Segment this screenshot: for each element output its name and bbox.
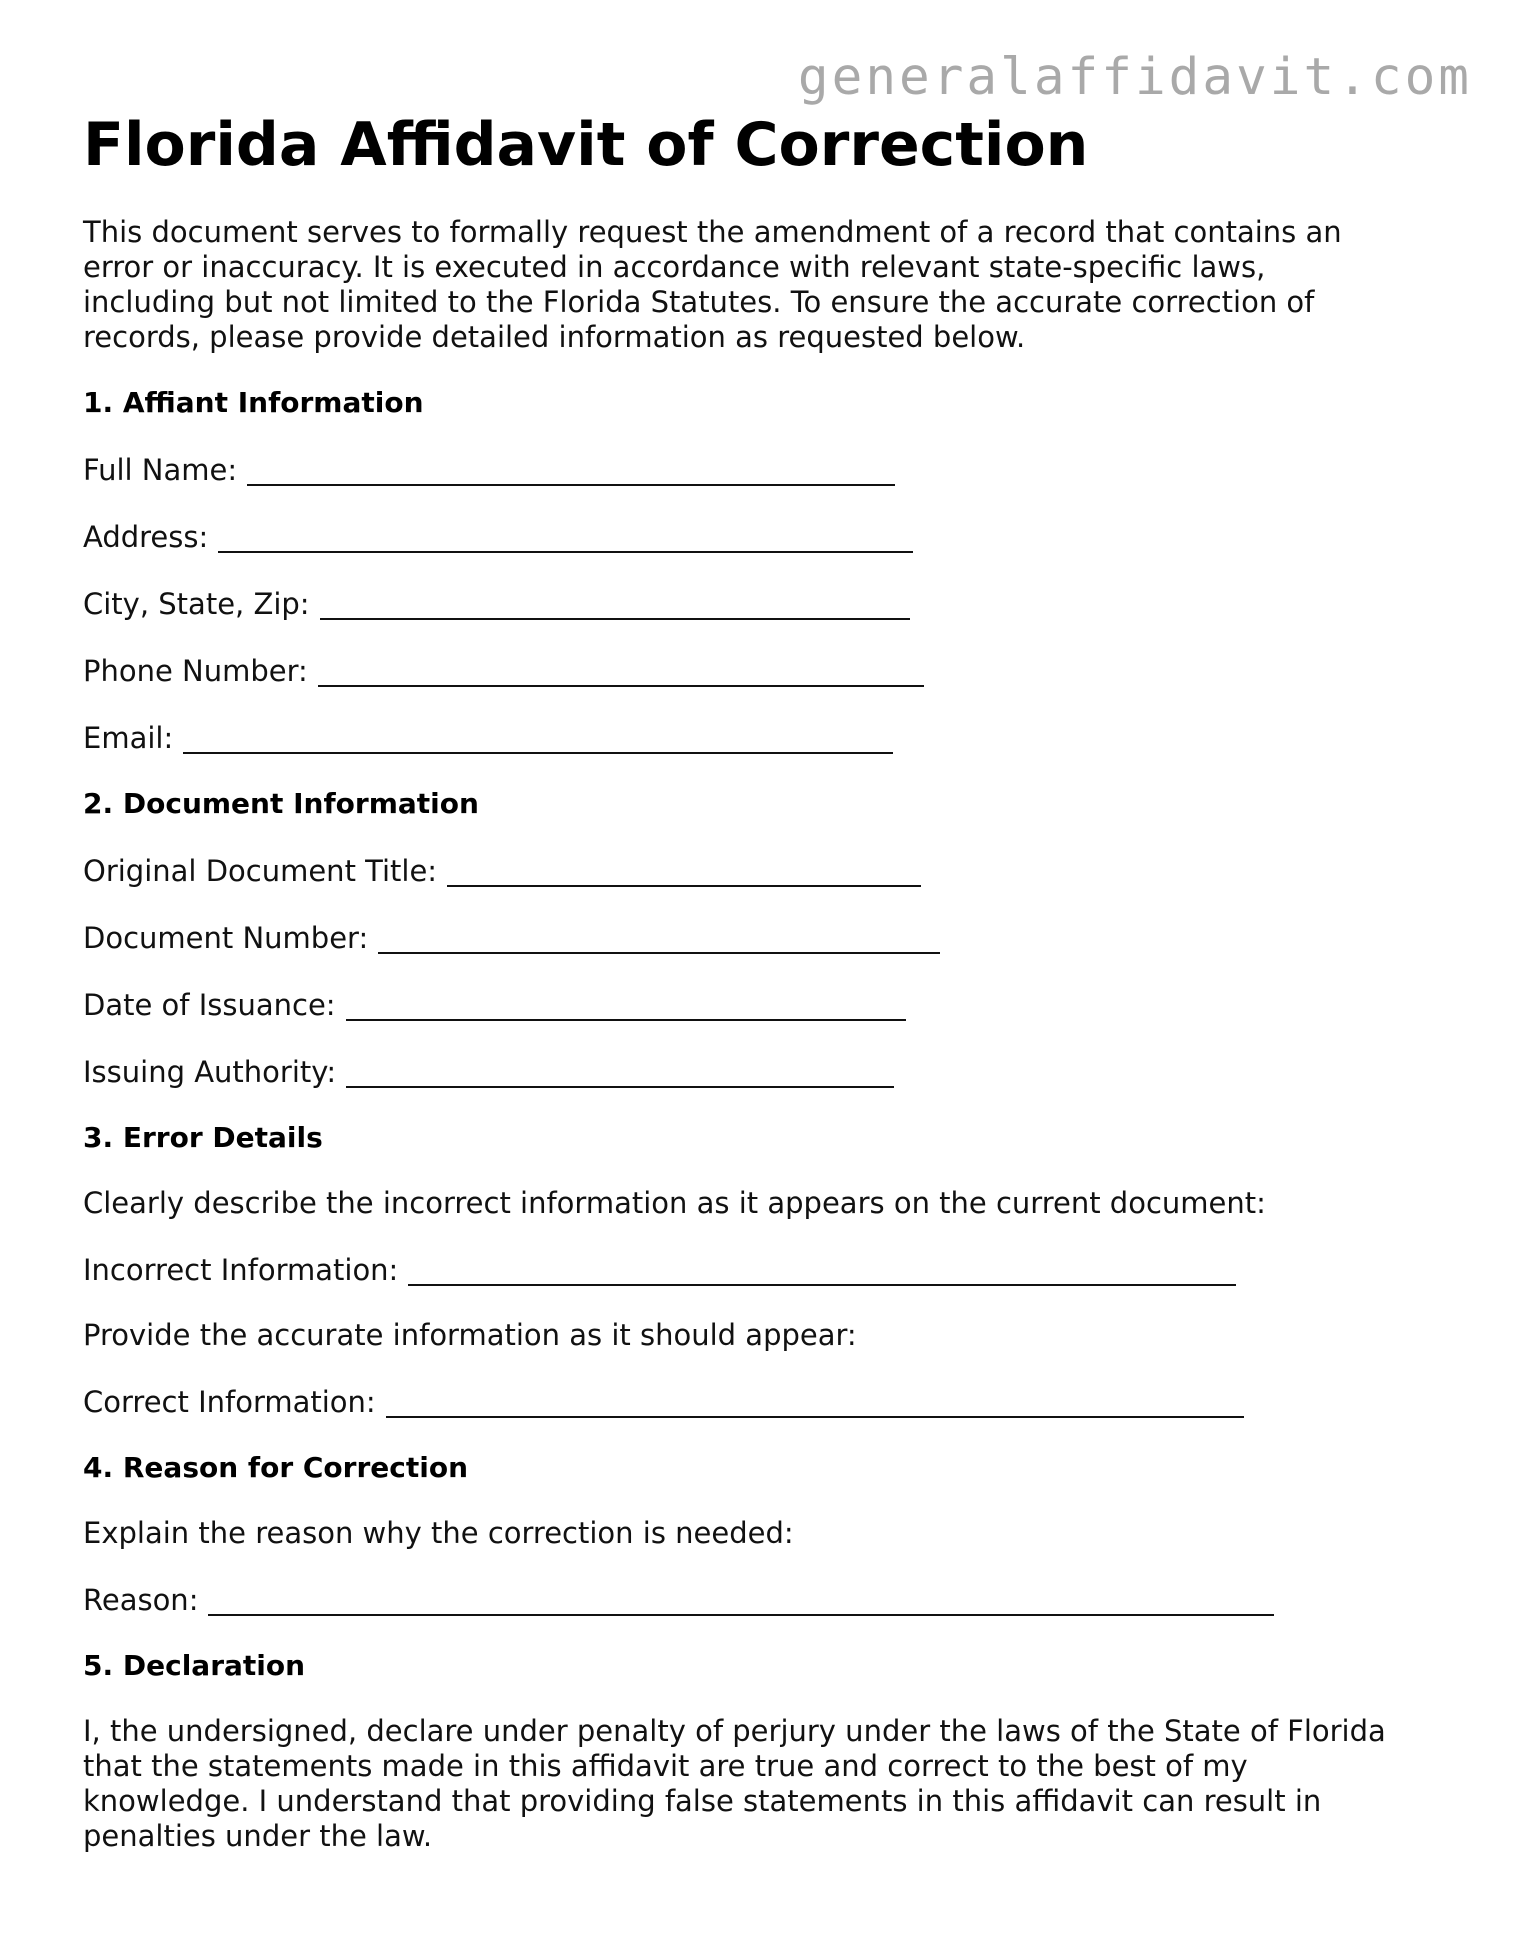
- section-declaration: [83, 1648, 1443, 1854]
- full-name-field[interactable]: [247, 456, 895, 486]
- affidavit-page: [83, 105, 1443, 1883]
- address-field[interactable]: [218, 523, 913, 553]
- doc-number-field[interactable]: [378, 924, 940, 954]
- page-title: Florida Affidavit of Correction: [83, 110, 1089, 180]
- address-row: [83, 517, 1443, 555]
- issuing-authority-field[interactable]: [346, 1058, 894, 1088]
- phone-label: Phone Number:: [83, 654, 308, 688]
- address-label: Address:: [83, 520, 209, 554]
- section-title: 4. Reason for Correction: [83, 1451, 469, 1484]
- doc-number-row: [83, 918, 1443, 956]
- correct-info-row: [83, 1382, 1443, 1420]
- reason-label: Reason:: [83, 1583, 199, 1617]
- full-name-label: Full Name:: [83, 453, 238, 487]
- reason-row: [83, 1580, 1443, 1618]
- section-title: 1. Affiant Information: [83, 386, 424, 419]
- city-state-zip-label: City, State, Zip:: [83, 587, 310, 621]
- section-reason-for-correction: [83, 1450, 1443, 1618]
- date-issuance-field[interactable]: [346, 991, 906, 1021]
- email-row: [83, 718, 1443, 756]
- reason-field[interactable]: [208, 1586, 1274, 1616]
- incorrect-info-field[interactable]: [408, 1256, 1236, 1286]
- section-title: 5. Declaration: [83, 1649, 306, 1682]
- correct-info-field[interactable]: [386, 1388, 1244, 1418]
- declaration-text: I, the undersigned, declare under penalty of perjury under the laws of the State of Florida that the statements made in this affidavit are true and correct to the best of my knowledge. I understand that providing false statements in this affidavit can result in penalties under the law.: [83, 1714, 1386, 1853]
- original-title-field[interactable]: [447, 857, 921, 887]
- city-state-zip-field[interactable]: [320, 590, 910, 620]
- phone-field[interactable]: [318, 657, 924, 687]
- intro-paragraph: This document serves to formally request the amendment of a record that contains an error or inaccuracy. It is executed in accordance with relevant state-specific laws, including but not limited to the Florida Statutes. To ensure the accurate correction of records, please provide detailed information as requested below.: [83, 215, 1342, 354]
- doc-number-label: Document Number:: [83, 921, 369, 955]
- error-instruction-1: Clearly describe the incorrect information as it appears on the current document:: [83, 1186, 1266, 1220]
- incorrect-info-label: Incorrect Information:: [83, 1253, 399, 1287]
- email-label: Email:: [83, 721, 174, 755]
- incorrect-info-row: [83, 1250, 1443, 1288]
- section-title: 3. Error Details: [83, 1121, 323, 1154]
- section-document-information: [83, 786, 1443, 1090]
- full-name-row: [83, 450, 1443, 488]
- date-issuance-label: Date of Issuance:: [83, 988, 336, 1022]
- reason-instruction: Explain the reason why the correction is needed:: [83, 1516, 794, 1550]
- original-title-row: [83, 851, 1443, 889]
- error-instruction-2: Provide the accurate information as it should appear:: [83, 1318, 857, 1352]
- watermark: generalaffidavit.com: [797, 48, 1472, 107]
- section-affiant-information: [83, 385, 1443, 756]
- section-error-details: [83, 1120, 1443, 1420]
- issuing-authority-label: Issuing Authority:: [83, 1055, 337, 1089]
- date-issuance-row: [83, 985, 1443, 1023]
- original-title-label: Original Document Title:: [83, 854, 438, 888]
- city-state-zip-row: [83, 584, 1443, 622]
- phone-row: [83, 651, 1443, 689]
- email-field[interactable]: [183, 724, 893, 754]
- correct-info-label: Correct Information:: [83, 1385, 376, 1419]
- issuing-authority-row: [83, 1052, 1443, 1090]
- section-title: 2. Document Information: [83, 787, 479, 820]
